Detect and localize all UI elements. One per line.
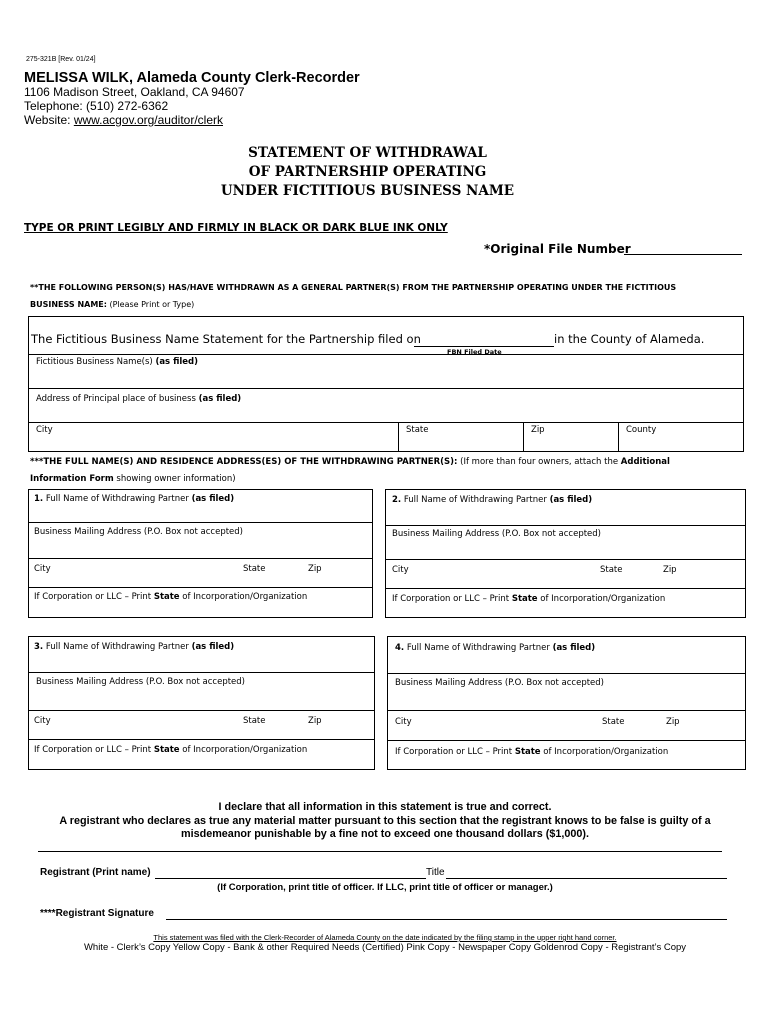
partner-1-corp-field[interactable]: [29, 588, 372, 617]
zip-label: Zip: [308, 716, 322, 726]
partner-2-corp-field[interactable]: [386, 589, 745, 617]
title-line-3: UNDER FICTITIOUS BUSINESS NAME: [220, 183, 515, 199]
office-telephone: Telephone: (510) 272-6362: [24, 99, 169, 113]
state-label: State: [243, 716, 266, 726]
mailing-label: Business Mailing Address (P.O. Box not accepted): [395, 678, 604, 688]
mailing-label: Business Mailing Address (P.O. Box not accepted): [36, 677, 245, 687]
declaration-line-1: I declare that all information in this statement is true and correct.: [218, 801, 552, 813]
partner-2-name-label: 2. Full Name of Withdrawing Partner (as filed): [392, 495, 593, 505]
registrant-name-label: Registrant (Print name): [40, 867, 151, 878]
city-label: City: [395, 717, 412, 727]
partner-2-name-field[interactable]: [386, 490, 745, 526]
state-label: State: [243, 564, 266, 574]
corp-label: If Corporation or LLC – Print State of Incorporation/Organization: [395, 747, 669, 757]
partner-4-name-field[interactable]: [388, 637, 745, 674]
principal-state-field[interactable]: [399, 423, 524, 452]
fbn-filed-date-label: FBN Filed Date: [447, 348, 502, 356]
partnership-info-box: [28, 316, 744, 452]
state-label: State: [602, 717, 625, 727]
fbn-names-label: Fictitious Business Name(s) (as filed): [36, 357, 199, 367]
partner-4-city-row[interactable]: [388, 711, 745, 741]
partner-1-city-row[interactable]: [29, 559, 372, 588]
registrant-signature-field[interactable]: [166, 919, 727, 920]
title-line-1: STATEMENT OF WITHDRAWAL: [248, 145, 487, 161]
registrant-title-label: Title: [426, 867, 445, 878]
document-title: [0, 144, 735, 201]
registrant-name-field[interactable]: [155, 878, 426, 879]
form-number: 275-321B [Rev. 01/24]: [26, 56, 96, 63]
partner-1-mailing-field[interactable]: [29, 523, 372, 559]
corp-label: If Corporation or LLC – Print State of Incorporation/Organization: [34, 592, 308, 602]
city-label: City: [34, 564, 51, 574]
partner-4-name-label: 4. Full Name of Withdrawing Partner (as filed): [395, 643, 596, 653]
zip-label: Zip: [666, 717, 680, 727]
county-label: County: [626, 425, 657, 435]
principal-address-label: Address of Principal place of business (as filed): [36, 394, 242, 404]
zip-label: Zip: [663, 565, 677, 575]
partner-3-corp-field[interactable]: [29, 740, 374, 769]
principal-county-field[interactable]: [619, 423, 743, 452]
city-state-row: [29, 422, 743, 452]
city-label: City: [392, 565, 409, 575]
state-label: State: [406, 425, 429, 435]
website-label: Website:: [24, 113, 71, 127]
partner-4-corp-field[interactable]: [388, 741, 745, 769]
declaration-line-3: misdemeanor punishable by a fine not to exceed one thousand dollars ($1,000).: [181, 828, 589, 840]
website-link[interactable]: www.acgov.org/auditor/clerk: [73, 113, 223, 127]
partner-3-city-row[interactable]: [29, 711, 374, 740]
partner-3-mailing-field[interactable]: [29, 673, 374, 711]
section1-heading: **THE FOLLOWING PERSON(S) HAS/HAVE WITHDRAWN AS A GENERAL PARTNER(S) FROM THE PARTNERSHIP OPERATING UNDER THE FICTITIOUS: [30, 283, 677, 292]
corp-label: If Corporation or LLC – Print State of Incorporation/Organization: [34, 745, 308, 755]
office-website: [24, 113, 223, 127]
city-label: City: [36, 425, 53, 435]
zip-label: Zip: [308, 564, 322, 574]
original-file-number-label: *Original File Number: [484, 242, 631, 256]
declaration-line-2: A registrant who declares as true any material matter pursuant to this section that the registrant knows to be false is guilty of a: [59, 815, 711, 827]
corp-label: If Corporation or LLC – Print State of Incorporation/Organization: [392, 594, 666, 604]
mailing-label: Business Mailing Address (P.O. Box not accepted): [392, 529, 601, 539]
office-name: MELISSA WILK, Alameda County Clerk-Recorder: [24, 70, 360, 86]
registrant-title-field[interactable]: [446, 878, 727, 879]
partner-1-name-field[interactable]: [29, 490, 372, 523]
partner-3-box: [28, 636, 375, 770]
declaration-rule: [38, 851, 722, 852]
office-address: 1106 Madison Street, Oakland, CA 94607: [24, 85, 245, 99]
filing-note: This statement was filed with the Clerk-Recorder of Alameda County on the date indicated by the filing stamp in the upper right hand corner.: [153, 933, 617, 942]
partner-1-name-label: 1. Full Name of Withdrawing Partner (as filed): [34, 494, 235, 504]
copy-distribution: White - Clerk’s Copy Yellow Copy - Bank & other Required Needs (Certified) Pink Copy - Newspaper Copy Goldenrod Copy - Registrant’s Copy: [83, 942, 687, 953]
mailing-label: Business Mailing Address (P.O. Box not accepted): [34, 527, 243, 537]
partner-2-mailing-field[interactable]: [386, 526, 745, 560]
principal-city-field[interactable]: [29, 423, 399, 452]
section2-heading: ***THE FULL NAME(S) AND RESIDENCE ADDRESS(ES) OF THE WITHDRAWING PARTNER(S): (If more than four owners, attach the Additional: [30, 457, 670, 467]
principal-address-field[interactable]: [29, 388, 743, 422]
title-line-2: OF PARTNERSHIP OPERATING: [248, 164, 487, 180]
registrant-title-note: (If Corporation, print title of officer. If LLC, print title of officer or manager.): [217, 882, 553, 893]
partner-3-name-label: 3. Full Name of Withdrawing Partner (as filed): [34, 642, 235, 652]
partner-3-name-field[interactable]: [29, 637, 374, 673]
section2-heading-2: Information Form showing owner information): [30, 474, 236, 484]
state-label: State: [600, 565, 623, 575]
partner-4-box: [387, 636, 746, 770]
fbn-statement-prefix: The Fictitious Business Name Statement for the Partnership filed on: [31, 332, 421, 346]
fbn-filed-date-field[interactable]: [414, 346, 554, 347]
city-label: City: [34, 716, 51, 726]
section1-heading-2: BUSINESS NAME: (Please Print or Type): [30, 300, 195, 309]
partner-4-mailing-field[interactable]: [388, 674, 745, 711]
fbn-statement-suffix: in the County of Alameda.: [554, 332, 705, 346]
partner-2-city-row[interactable]: [386, 560, 745, 589]
registrant-signature-label: ****Registrant Signature: [40, 908, 154, 919]
principal-zip-field[interactable]: [524, 423, 619, 452]
ink-instruction: TYPE OR PRINT LEGIBLY AND FIRMLY IN BLACK OR DARK BLUE INK ONLY: [24, 222, 448, 234]
partner-2-box: [385, 489, 746, 618]
original-file-number-field[interactable]: [624, 254, 742, 255]
partner-1-box: [28, 489, 373, 618]
zip-label: Zip: [531, 425, 545, 435]
